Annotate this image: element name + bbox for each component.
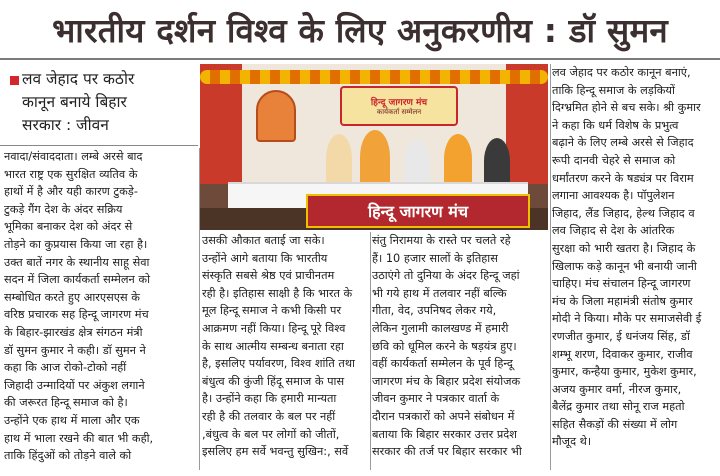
deity-portrait	[256, 90, 296, 142]
column-divider	[550, 64, 551, 470]
article-column-4: लव जेहाद पर कठोर कानून बनाएं, ताकि हिन्दू समाज के लड़कियों दिग्भ्रमित होने से बच सके। श्री कुमार ने कहा कि धर्म विशेष के प्रभुत्व बढ़ाने के लिए लम्बे अरसे से जिहाद रूपी दानवी चेहरे से समाज को धर्मांतरण करने के षड्यंत्र पर विराम लगाना आवश्यक है। पॉपुलेशन जिहाद, लैंड जिहाद, हेल्थ जिहाद व लव जिहाद से देश के आंतरिक सुरक्षा को भारी खतरा है। जिहाद के खिलाफ कड़े कानून भी बनायी जानी चाहिए। मंच संचालन हिन्दू जागरण मंच के जिला महामंत्री संतोष कुमार मोदी ने किया। मौके पर समाजसेवी ई रणजीत कुमार, ई धनंजय सिंह, डॉ शम्भू शरण, दिवाकर कुमार, राजीव कुमार, कन्हैया कुमार, मुकेश कुमार, अजय कुमार वर्मा, नीरज कुमार, बैलेंद्र कुमार तथा सोनू राज महतो सहित सैकड़ों की संख्या में लोग मौजूद थे।	[552, 66, 702, 449]
subheadline-box	[0, 62, 198, 146]
column-divider	[199, 148, 200, 470]
subheadline: लव जेहाद पर कठोर कानून बनाये बिहार सरकार : जीवन	[22, 70, 135, 134]
headline-divider	[0, 58, 720, 60]
article-column-3: संतु निरामया के रास्ते पर चलते रहे हैं। 10 हजार सालों के इतिहास उठाएंगे तो दुनिया के अंदर हिन्दू जहां भी गये हाथ में तलवार नहीं बल्कि गीता, वेद, उपनिषद लेकर गये, लेकिन गुलामी कालखण्ड में हमारी छवि को धूमिल करने के षड़यंत्र हुए। वहीं कार्यकर्ता सम्मेलन के पूर्व हिन्दू जागरण मंच के बिहार प्रदेश संयोजक जीवन कुमार ने पत्रकार वार्ता के दौरान पत्रकारों को अपने संबोधन में बताया कि बिहार सरकार उत्तर प्रदेश सरकार की तर्ज पर बिहार सरकार भी	[372, 234, 522, 459]
article-column-1: नवादा/संवाददाता। लम्बे अरसे बाद भारत राष्ट्र एक सुरक्षित व्यतिव के हाथों में है और यही कारण टुकड़े- टुकड़े गैंग देश के अंदर सक्रिय भूमिका बनाकर देश को अंदर से तोड़ने का कुप्रयास किया जा रहा है। उक्त बातें नगर के स्थानीय साहू सेवा सदन में जिला कार्यकर्ता सम्मेलन को सम्बोधित करते हुए आरएसएस के वरिष्ठ प्रचारक सह हिन्दू जागरण मंच के बिहार-झारखंड क्षेत्र संगठन मंत्री डॉ सुमन कुमार ने कही। डॉ सुमन ने कहा कि आज रोको-टोको नहीं जिहादी उन्मादियों पर अंकुश लगाने की जरूरत हिन्दू समाज को है। उन्होंने एक हाथ में माला और एक हाथ में भाला रखने की बात भी कही, ताकि हिंदुओं को तोड़ने वाले को	[4, 150, 154, 463]
event-photo	[200, 64, 548, 230]
stage-banner-subtitle: कार्यकर्ता सम्मेलन	[376, 108, 422, 116]
stage-banner	[340, 86, 458, 126]
front-banner-text: हिन्दू जागरण मंच	[367, 202, 469, 221]
article-column-2: उसकी औकात बताई जा सके। उन्होंने आगे बताया कि भारतीय संस्कृति सबसे श्रेष्ठ एवं प्राचीनतम रही है। इतिहास साक्षी है कि भारत के मूल हिन्दू समाज ने कभी किसी पर आक्रमण नहीं किया। हिन्दू पूरे विश्व के साथ आत्मीय सम्बन्ध बनाता रहा है, इसलिए पर्यावरण, विश्व शांति तथा बंधुत्व की कुंजी हिंदू समाज के पास है। उन्होंने कहा कि हमारी मान्यता रही है की तलवार के बल पर नहीं ,बंधुत्व के बल पर लोगों को जीतों, इसलिए हम सर्वे भवन्तु सुखिन:, सर्वे	[202, 234, 355, 459]
headline: भारतीय दर्शन विश्व के लिए अनुकरणीय : डॉ सुमन	[52, 10, 668, 50]
column-divider	[370, 232, 371, 470]
front-banner	[306, 194, 530, 228]
bullet-square-icon	[10, 76, 19, 85]
stage-banner-title: हिन्दू जागरण मंच	[370, 98, 428, 108]
